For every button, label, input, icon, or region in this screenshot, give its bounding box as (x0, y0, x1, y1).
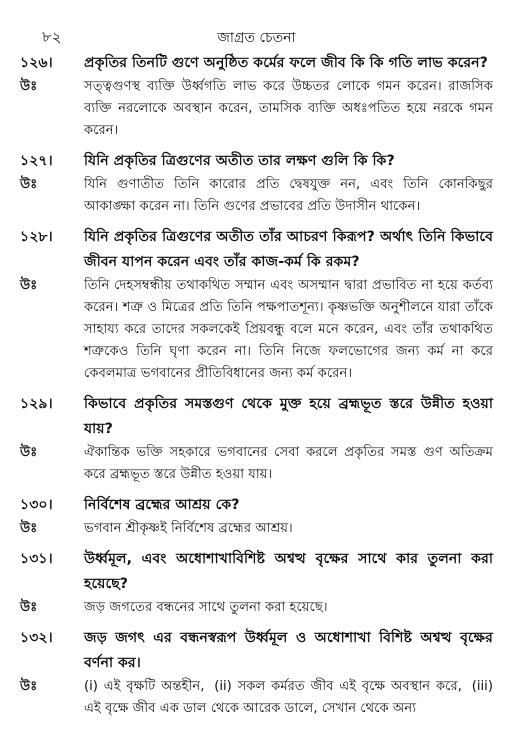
question-number: ১৩২। (20, 630, 53, 646)
answer-list (84, 676, 493, 720)
answer-block (20, 442, 493, 486)
question-block (20, 149, 493, 174)
question-block (20, 225, 493, 275)
question-text: যিনি প্রকৃতির ত্রিগুণের অতীত তার লক্ষণ গুলি কি কি? (84, 153, 395, 169)
question-block (20, 626, 493, 676)
question-block (20, 493, 493, 518)
answer-text: ভগবান শ্রীকৃষ্ণই নির্বিশেষ ব্রহ্মের আশ্রয়। (84, 521, 293, 536)
question-text: জড় জগৎ এর বন্ধনস্বরূপ উর্ধ্বমূল ও অধোশাখা বিশিষ্ট অশ্বত্থ বৃক্ষের বর্ণনা কর। (84, 630, 493, 671)
question-text: উর্ধ্বমূল, এবং অধোশাখাবিশিষ্ট অশ্বত্থ বৃক্ষের সাথে কার তুলনা করা হয়েছে? (84, 551, 493, 592)
question-text: কিভাবে প্রকৃতির সমস্তগুণ থেকে মুক্ত হয়ে ব্রহ্মভূত স্তরে উন্নীত হওয়া যায়? (84, 396, 493, 437)
answer-text: জড় জগতের বন্ধনের সাথে তুলনা করা হয়েছে। (84, 600, 328, 615)
answer-text: যিনি গুণাতীত তিনি কারোর প্রতি দ্বেষযুক্ত নন, এবং তিনি কোনকিছুর আকাঙ্ক্ষা করেন না। তিনি গুণের প্রভাবের প্রতি উদাসীন থাকেন। (84, 177, 493, 214)
answer-prefix: উঃ (20, 600, 38, 615)
answer-prefix: উঃ (20, 79, 38, 94)
answer-text: সত্ত্বগুণস্থ ব্যক্তি উর্ধ্বগতি লাভ করে উচ্চতর লোকে গমন করেন। রাজসিক ব্যক্তি নরলোকে অবস্থান করেন, তামসিক ব্যক্তি অধঃপতিত হয়ে নরকে গমন করেন। (84, 79, 493, 138)
question-number: ১২৭। (20, 153, 53, 169)
question-block (20, 547, 493, 597)
answer-text: ঐকান্তিক ভক্তি সহকারে ভগবানের সেবা করলে প্রকৃতির সমস্ত গুণ অতিক্রম করে ব্রহ্মভূত স্তরে উন্নীত হওয়া যায়। (84, 445, 493, 482)
answer-prefix: উঃ (20, 679, 38, 694)
answer-text: তিনি দেহসম্বন্ধীয় তথাকথিত সম্মান এবং অসম্মান দ্বারা প্রভাবিত না হয়ে কর্তব্য করেন। শত্রু ও মিত্রের প্রতি তিনি পক্ষপাতশূন্য। কৃষ্ণভক্তি অনুশীলনে যারা তাঁকে সাহায্য করে তাদের সকলকেই প্রিয়বন্ধু বলে মনে করেন, এবং তাঁর তথাকথিত শত্রুকেও তিনি ঘৃণা করেন না। তিনি নিজে ফলভোগের জন্য কর্ম না করে কেবলমাত্র ভগবানের প্রীতিবিধানের জন্য কর্ম করেন। (84, 278, 493, 381)
page-header (20, 0, 493, 44)
answer-list-item: (iii) এই বৃক্ষে জীব এক ডাল থেকে আরেক ডালে, সেখান থেকে অন্য (84, 679, 493, 716)
question-block (20, 51, 493, 76)
question-block (20, 392, 493, 442)
question-text: যিনি প্রকৃতির ত্রিগুণের অতীত তাঁর আচরণ কিরূপ? অর্থাৎ তিনি কিভাবে জীবন যাপন করেন এবং তাঁর কাজ-কর্ম কি রকম? (84, 229, 493, 270)
answer-list-item: (i) এই বৃক্ষটি অন্তহীন, (84, 679, 205, 694)
answer-prefix: উঃ (20, 278, 38, 293)
question-text: প্রকৃতির তিনটি গুণে অনুষ্ঠিত কর্মের ফলে জীব কি কি গতি লাভ করেন? (84, 55, 488, 71)
answer-prefix: উঃ (20, 521, 38, 536)
running-title: জাগ্রত চেতনা (217, 30, 296, 46)
answer-block (20, 275, 493, 385)
answer-block (20, 597, 493, 619)
question-number: ১২৯। (20, 396, 53, 412)
question-number: ১২৮। (20, 229, 53, 245)
question-number: ১৩০। (20, 497, 53, 513)
answer-block (20, 676, 493, 720)
answer-list-item: (ii) সকল কর্মরত জীব এই বৃক্ষে অবস্থান করে, (214, 679, 462, 694)
page-number: ৮২ (42, 28, 62, 46)
answer-prefix: উঃ (20, 177, 38, 192)
answer-block (20, 174, 493, 218)
answer-block (20, 76, 493, 142)
question-text: নির্বিশেষ ব্রহ্মের আশ্রয় কে? (84, 497, 240, 513)
answer-block (20, 518, 493, 540)
question-number: ১৩১। (20, 551, 53, 567)
answer-prefix: উঃ (20, 445, 38, 460)
question-number: ১২৬। (20, 55, 53, 71)
